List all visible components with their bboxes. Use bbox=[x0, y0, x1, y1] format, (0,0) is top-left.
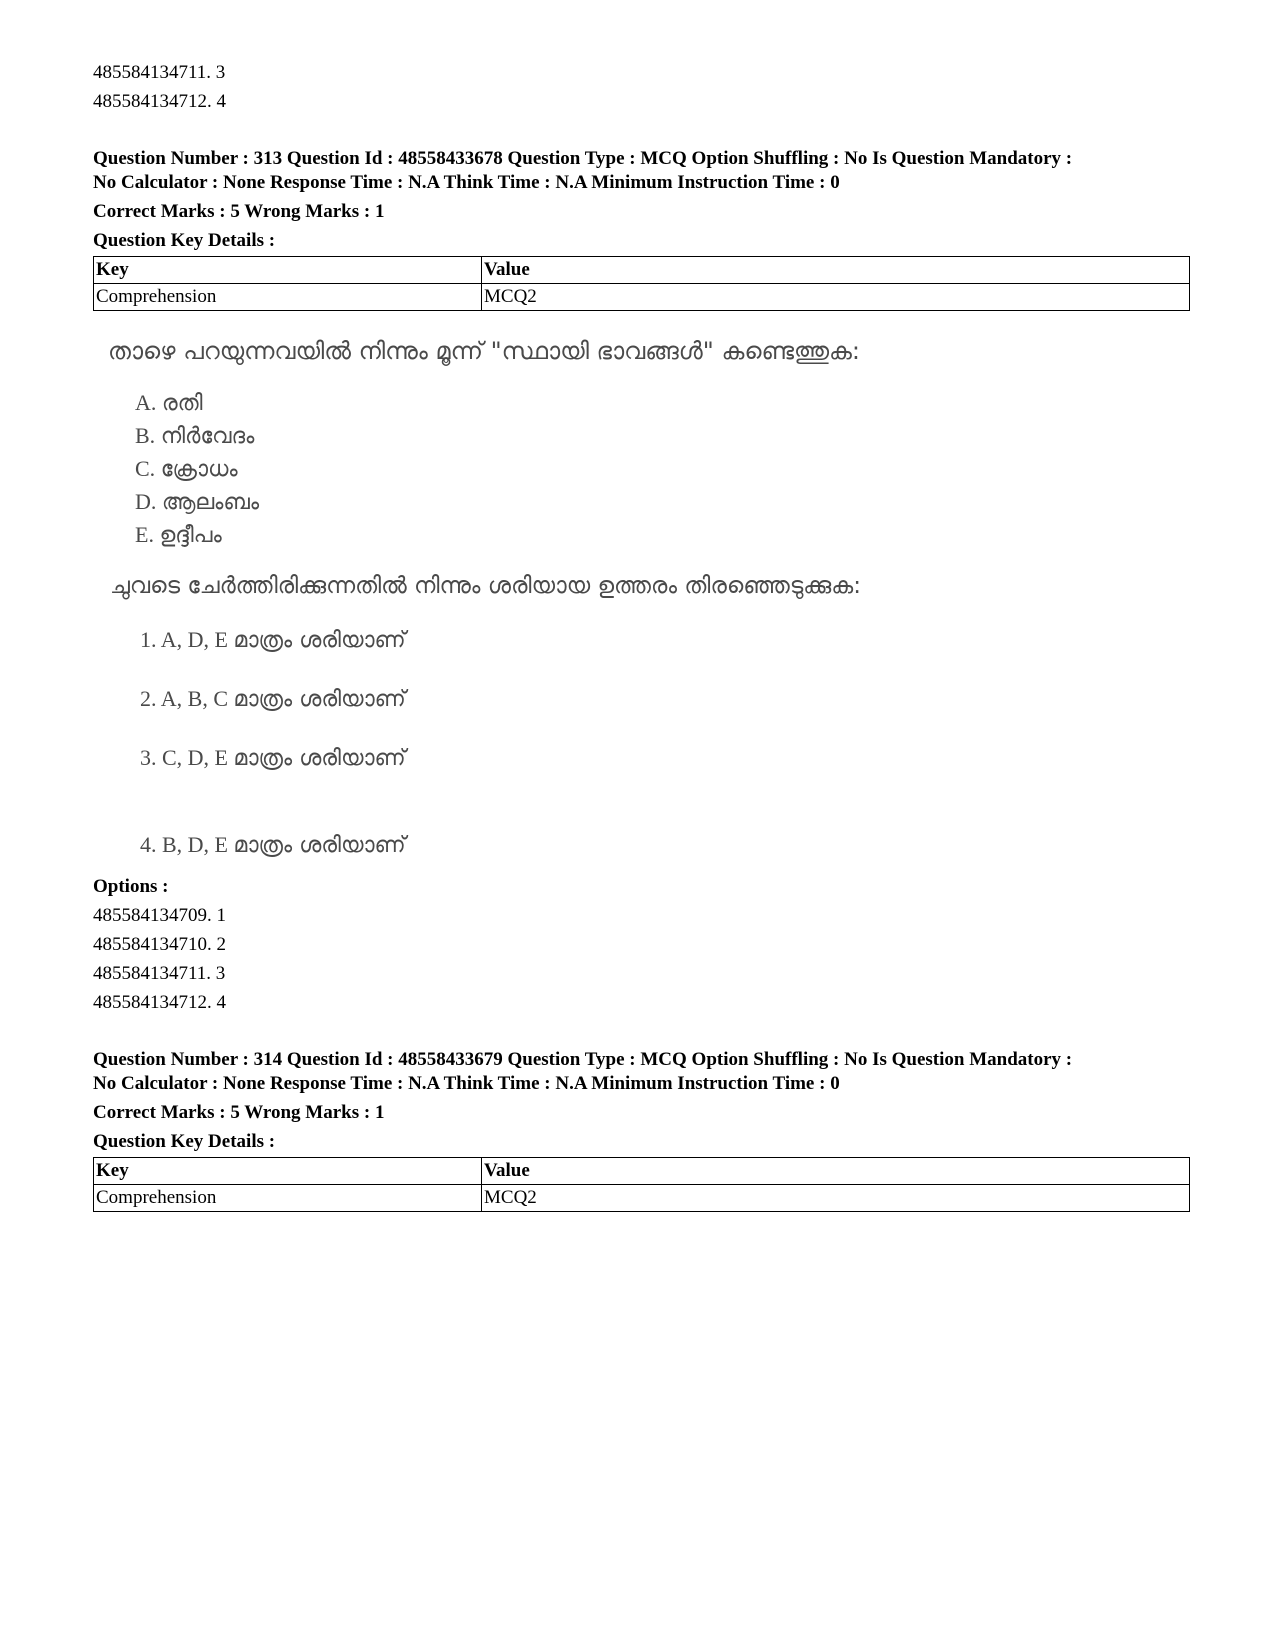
option-line: 485584134712. 4 bbox=[93, 91, 226, 112]
answer-text: മാത്രം ശരിയാണ് bbox=[233, 746, 406, 771]
key-details-label: Question Key Details : bbox=[93, 230, 276, 251]
statement-text: നിർവേദം bbox=[160, 424, 255, 449]
statement-item bbox=[135, 486, 1190, 519]
answer-item bbox=[140, 622, 1190, 659]
key-details-table bbox=[93, 1157, 1190, 1212]
question-header-line1: Question Number : 314 Question Id : 48558433679 Question Type : MCQ Option Shuffling : No Is Question Mandatory : bbox=[93, 1049, 1073, 1070]
statement-letter: E. bbox=[135, 522, 154, 547]
table-header-value: Value bbox=[482, 1158, 1190, 1185]
option-line: 485584134711. 3 bbox=[93, 963, 226, 984]
option-line: 485584134709. 1 bbox=[93, 905, 226, 926]
statement-text: രതി bbox=[161, 391, 203, 416]
answer-prefix: 4. B, D, E bbox=[140, 832, 228, 857]
statement-item bbox=[135, 387, 1190, 420]
statement-item bbox=[135, 420, 1190, 453]
question-header-line2: No Calculator : None Response Time : N.A Think Time : N.A Minimum Instruction Time : 0 bbox=[93, 172, 840, 193]
answer-prefix: 2. A, B, C bbox=[140, 686, 229, 711]
statement-letter: B. bbox=[135, 423, 156, 448]
key-details-table bbox=[93, 256, 1190, 311]
table-row bbox=[94, 284, 1190, 311]
options-list bbox=[93, 901, 1190, 1017]
table-header-key: Key bbox=[94, 257, 482, 284]
option-line: 485584134711. 3 bbox=[93, 62, 226, 83]
table-cell-key: Comprehension bbox=[94, 284, 482, 311]
statement-letter: A. bbox=[135, 390, 157, 415]
answer-list bbox=[140, 622, 1190, 864]
table-header-key: Key bbox=[94, 1158, 482, 1185]
statement-letter: D. bbox=[135, 489, 157, 514]
instruction-text: ചുവടെ ചേർത്തിരിക്കുന്നതിൽ നിന്നും ശരിയായ ഉത്തരം തിരഞ്ഞെടുക്കുക: bbox=[110, 573, 861, 599]
option-line: 485584134710. 2 bbox=[93, 934, 226, 955]
question-text: താഴെ പറയുന്നവയിൽ നിന്നും മൂന്ന് "സ്ഥായി ഭാവങ്ങൾ" കണ്ടെത്തുക: bbox=[108, 337, 860, 365]
statement-text: ആലംബം bbox=[161, 490, 260, 515]
table-cell-key: Comprehension bbox=[94, 1185, 482, 1212]
marks-line: Correct Marks : 5 Wrong Marks : 1 bbox=[93, 1102, 385, 1123]
answer-item bbox=[140, 681, 1190, 718]
options-label: Options : bbox=[93, 876, 169, 897]
answer-prefix: 1. A, D, E bbox=[140, 627, 228, 652]
option-line: 485584134712. 4 bbox=[93, 992, 226, 1013]
table-header-row bbox=[94, 257, 1190, 284]
answer-item bbox=[140, 827, 1190, 864]
table-row bbox=[94, 1185, 1190, 1212]
answer-prefix: 3. C, D, E bbox=[140, 745, 228, 770]
answer-text: മാത്രം ശരിയാണ് bbox=[233, 687, 406, 712]
document-page bbox=[93, 58, 1190, 1212]
statement-list bbox=[135, 387, 1190, 552]
table-cell-value: MCQ2 bbox=[482, 1185, 1190, 1212]
table-cell-value: MCQ2 bbox=[482, 284, 1190, 311]
question-header-line2: No Calculator : None Response Time : N.A Think Time : N.A Minimum Instruction Time : 0 bbox=[93, 1073, 840, 1094]
marks-line: Correct Marks : 5 Wrong Marks : 1 bbox=[93, 201, 385, 222]
answer-item bbox=[140, 740, 1190, 777]
statement-item bbox=[135, 453, 1190, 486]
answer-text: മാത്രം ശരിയാണ് bbox=[233, 833, 406, 858]
question-314 bbox=[93, 1045, 1190, 1212]
table-header-value: Value bbox=[482, 257, 1190, 284]
key-details-label: Question Key Details : bbox=[93, 1131, 276, 1152]
statement-text: ഉദ്ദീപം bbox=[159, 523, 222, 548]
table-header-row bbox=[94, 1158, 1190, 1185]
question-313 bbox=[93, 144, 1190, 1017]
statement-text: ക്രോധം bbox=[160, 457, 238, 482]
statement-item bbox=[135, 519, 1190, 552]
answer-text: മാത്രം ശരിയാണ് bbox=[233, 628, 406, 653]
question-header-line1: Question Number : 313 Question Id : 48558433678 Question Type : MCQ Option Shuffling : No Is Question Mandatory : bbox=[93, 148, 1073, 169]
statement-letter: C. bbox=[135, 456, 156, 481]
previous-options bbox=[93, 58, 1190, 116]
